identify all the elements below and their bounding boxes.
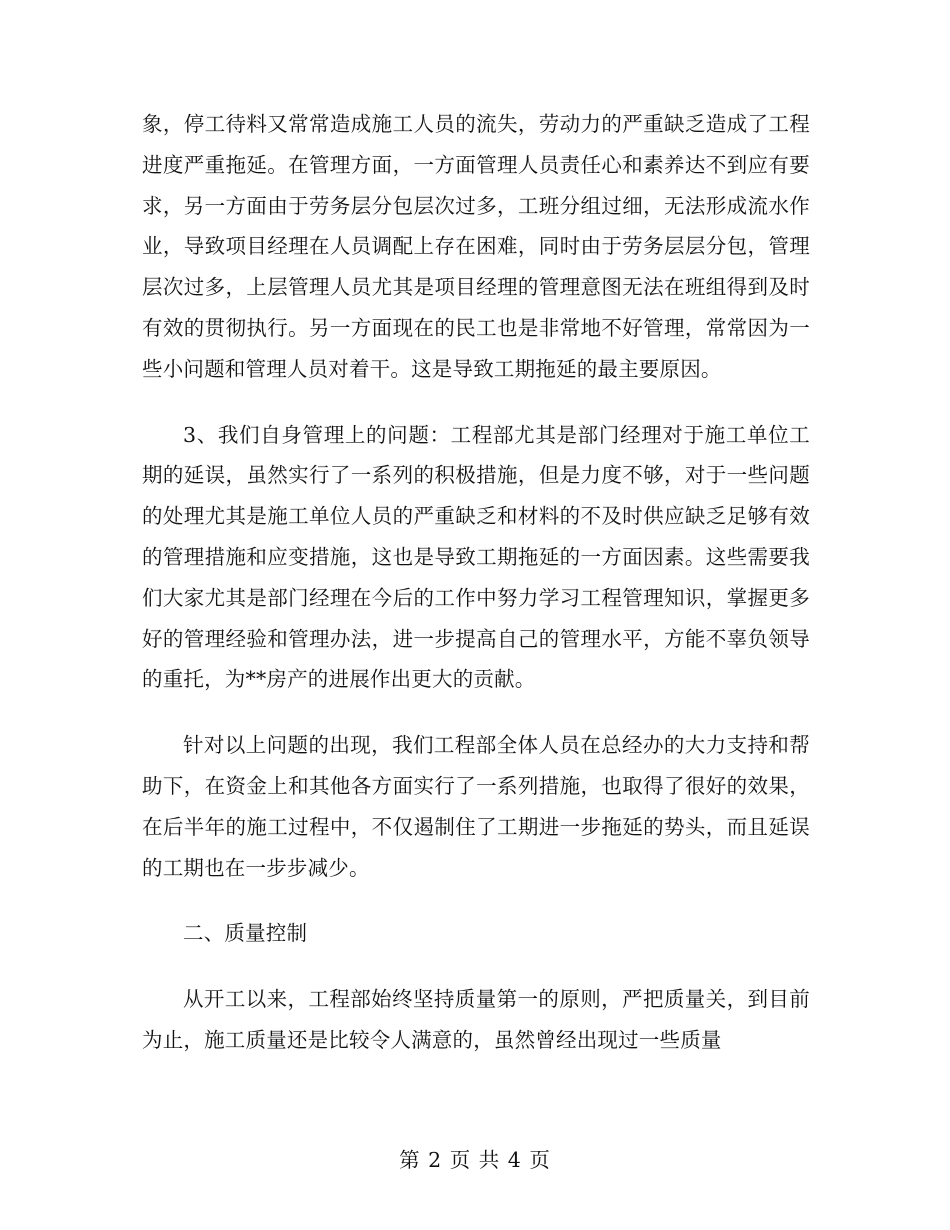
document-body [142,104,810,1086]
paragraph-3: 针对以上问题的出现，我们工程部全体人员在总经办的大力支持和帮助下，在资金上和其他各方面实行了一系列措施，也取得了很好的效果，在后半年的施工过程中，不仅遏制住了工期进一步拖延的势头，而且延误的工期也在一步步减少。 [142,733,810,880]
section-heading-quality-control: 二、质量控制 [183,921,308,946]
paragraph-5: 从开工以来，工程部始终坚持质量第一的原则，严把质量关，到目前为止，施工质量还是比较令人满意的，虽然曾经出现过一些质量 [142,987,810,1052]
paragraph-1: 象，停工待料又常常造成施工人员的流失，劳动力的严重缺乏造成了工程进度严重拖延。在管理方面，一方面管理人员责任心和素养达不到应有要求，另一方面由于劳务层分包层次过多，工班分组过细，无法形成流水作业，导致项目经理在人员调配上存在困难，同时由于劳务层层分包，管理层次过多，上层管理人员尤其是项目经理的管理意图无法在班组得到及时有效的贯彻执行。另一方面现在的民工也是非常地不好管理，常常因为一些小问题和管理人员对着干。这是导致工期拖延的最主要原因。 [142,112,810,381]
page-number-footer: 第 2 页 共 4 页 [399,1148,551,1172]
paragraph-2: 3、我们自身管理上的问题：工程部尤其是部门经理对于施工单位工期的延误，虽然实行了一系列的积极措施，但是力度不够，对于一些问题的处理尤其是施工单位人员的严重缺乏和材料的不及时供应缺乏足够有效的管理措施和应变措施，这也是导致工期拖延的一方面因素。这些需要我们大家尤其是部门经理在今后的工作中努力学习工程管理知识，掌握更多好的管理经验和管理办法，进一步提高自己的管理水平，方能不辜负领导的重托，为**房产的进展作出更大的贡献。 [142,422,810,692]
